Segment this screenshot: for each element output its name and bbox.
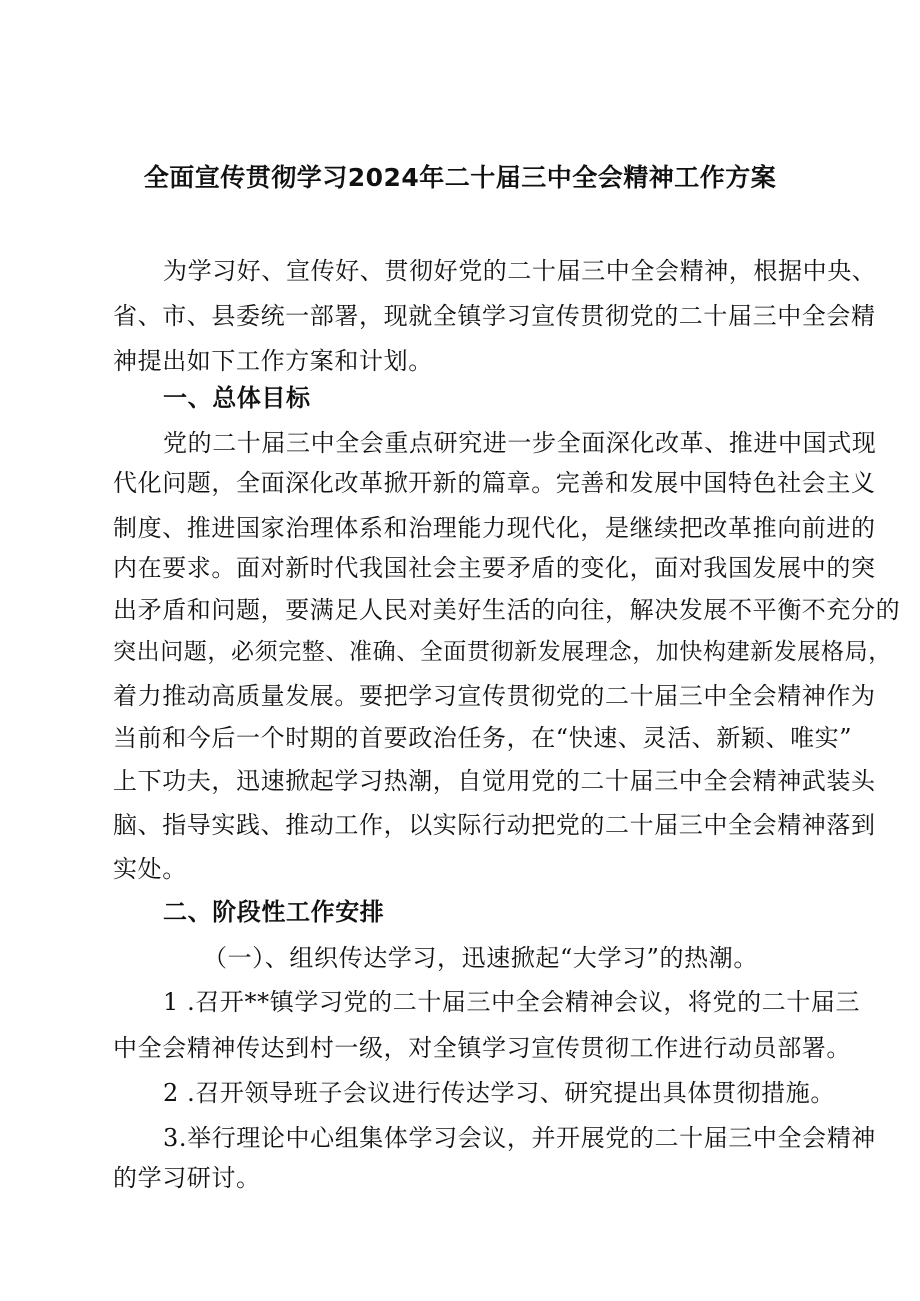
intro-line-3: 神提出如下工作方案和计划。 xyxy=(113,347,433,375)
section1-line-6: 突出问题，必须完整、准确、全面贯彻新发展理念，加快构建新发展格局， xyxy=(113,639,892,665)
section2-sub1: （一）、组织传达学习，迅速掀起“大学习”的热潮。 xyxy=(203,944,758,972)
section1-line-9: 上下功夫，迅速掀起学习热潮，自觉用党的二十届三中全会精神武装头 xyxy=(113,767,876,795)
section1-line-1: 党的二十届三中全会重点研究进一步全面深化改革、推进中国式现 xyxy=(163,429,877,457)
section1-line-10: 脑、指导实践、推动工作，以实际行动把党的二十届三中全会精神落到 xyxy=(113,811,876,839)
section2-item-1-line-2: 中全会精神传达到村一级，对全镇学习宣传贯彻工作进行动员部署。 xyxy=(113,1034,851,1062)
section1-line-8: 当前和今后一个时期的首要政治任务，在“快速、灵活、新颖、唯实” xyxy=(113,724,853,752)
section1-line-2: 代化问题，全面深化改革掀开新的篇章。完善和发展中国特色社会主义 xyxy=(113,469,876,497)
section2-item-1-line-1: 1 .召开**镇学习党的二十届三中全会精神会议，将党的二十届三 xyxy=(163,988,861,1016)
intro-line-1: 为学习好、宣传好、贯彻好党的二十届三中全会精神，根据中央、 xyxy=(163,257,877,285)
section2-item-3-line-2: 的学习研讨。 xyxy=(113,1164,261,1192)
section1-line-5: 出矛盾和问题，要满足人民对美好生活的向往，解决发展不平衡不充分的 xyxy=(113,596,901,624)
section1-line-7: 着力推动高质量发展。要把学习宣传贯彻党的二十届三中全会精神作为 xyxy=(113,682,876,710)
section2-item-3-line-1: 3.举行理论中心组集体学习会议，并开展党的二十届三中全会精神 xyxy=(163,1124,876,1152)
section1-heading: 一、总体目标 xyxy=(163,384,311,412)
section2-heading: 二、阶段性工作安排 xyxy=(163,898,385,926)
document-title: 全面宣传贯彻学习2024年二十届三中全会精神工作方案 xyxy=(143,163,777,192)
intro-line-2: 省、市、县委统一部署，现就全镇学习宣传贯彻党的二十届三中全会精 xyxy=(113,302,876,330)
section1-line-4: 内在要求。面对新时代我国社会主要矛盾的变化，面对我国发展中的突 xyxy=(113,554,876,582)
section1-line-3: 制度、推进国家治理体系和治理能力现代化，是继续把改革推向前进的 xyxy=(113,514,876,542)
section1-line-11: 实处。 xyxy=(113,855,187,883)
section2-item-2: 2 .召开领导班子会议进行传达学习、研究提出具体贯彻措施。 xyxy=(163,1079,835,1107)
